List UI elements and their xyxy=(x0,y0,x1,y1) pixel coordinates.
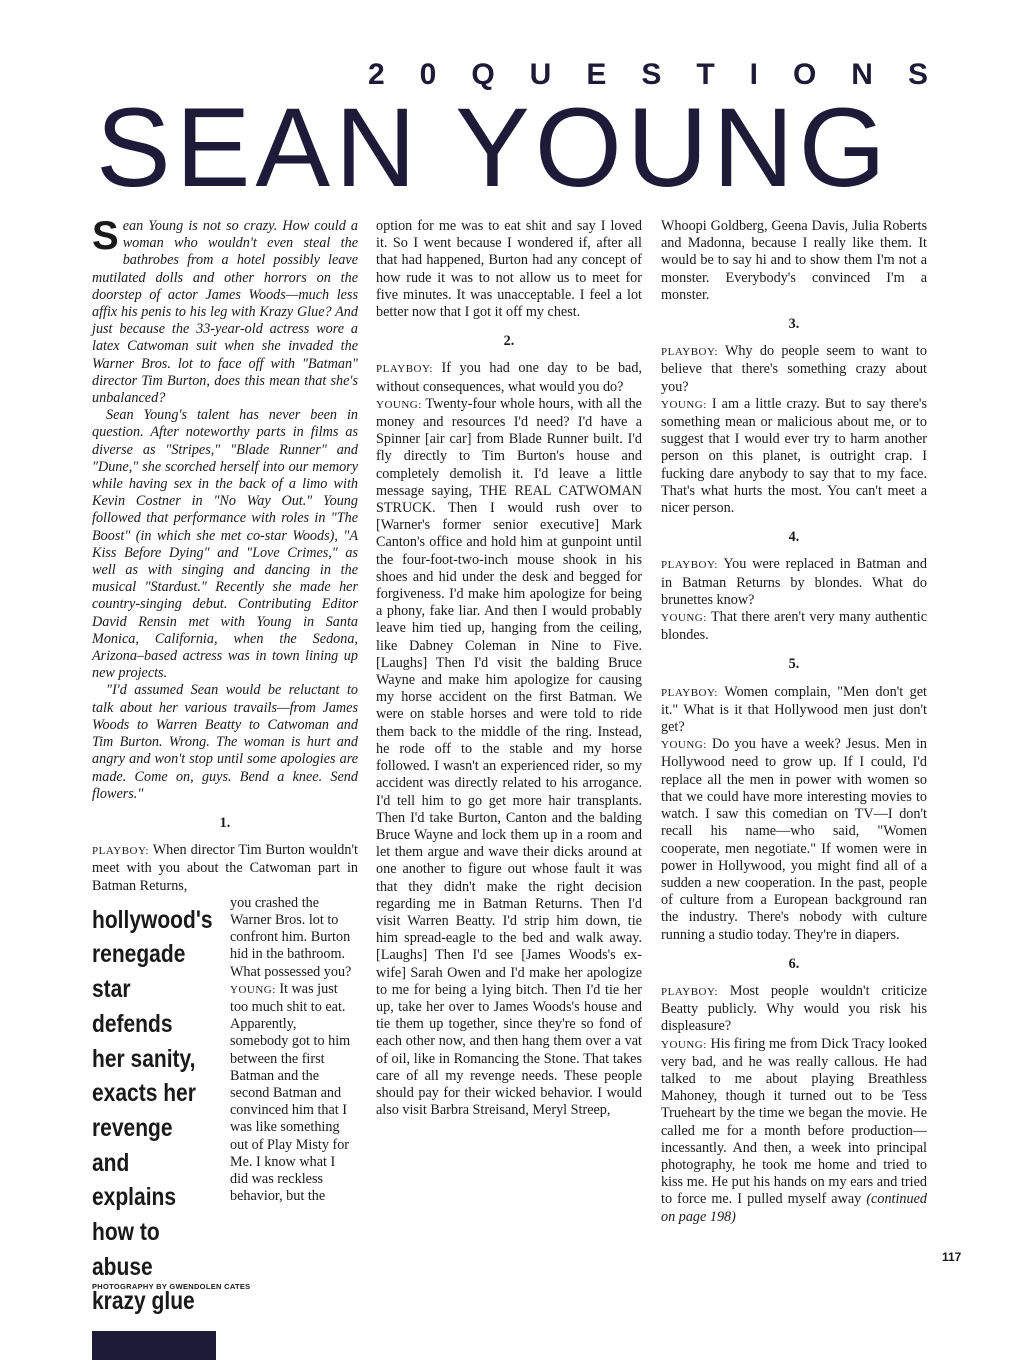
answer-2-cont: Whoopi Goldberg, Geena Davis, Julia Roberts and Madonna, because I really like them. It would be to say hi and to show them I'm not a monster. Everybody's convinced I'm a monster. xyxy=(661,218,927,303)
question-5: PLAYBOY: Women complain, "Men don't get it." What is it that Hollywood men just don't get? xyxy=(661,683,927,736)
photo-credit: PHOTOGRAPHY BY GWENDOLEN CATES xyxy=(92,1282,251,1291)
kicker-letter: U xyxy=(529,58,552,91)
answer-2: YOUNG: Twenty-four whole hours, with all the money and resources I'd need? I'd have a Spinner [air car] from Blade Runner built. I'd fly directly to Tim Burton's house and completely demolish it. I'd leave a little message saying, THE REAL CATWOMAN STRUCK. Then I would rush over to [Warner's former senior executive] Mark Canton's office and hold him at gunpoint until the four-foot-two-inch mouse shook in his shoes and hid under the desk and begged for forgiveness. I'd make him apologize for being a phony, fake liar. And then I would probably leave him tied up, hanging from the ceiling, like Dabney Coleman in Nine to Five. [Laughs] Then I'd visit the balding Bruce Wayne and make him apologize for causing my horse accident on the first Batman. We were on stable horses and were told to ride them back to the middle of the ring. Instead, he rode off to the stable and my horse followed. I wasn't an experienced rider, so my accident was directly related to his arrogance. I'd tell him to go get more hair transplants. Then I'd take Burton, Canton and the balding Bruce Wayne and lock them up in a room and let them argue and wave their dicks around at one another to figure out whose fault it was that they didn't make the right decision regarding me in Batman Returns. Then I'd visit Warren Beatty. I'd strip him down, tie him spread-eagle to the bed and walk away. [Laughs] Then I'd see [James Woods's ex-wife] Sarah Owen and I'd make her apologize to me for being a lying bitch. Then I'd tie her up, take her over to James Woods's house and tie them up together, since they're so fond of each other now, and then hang them over a vat of oil, like in Romancing the Stone. That takes care of all my revenge needs. These people should pay for their wicked behavior. I would also visit Barbra Streisand, Meryl Streep, xyxy=(376,395,642,1119)
kicker-letter: E xyxy=(586,58,607,91)
pullquote: hollywood's renegade star defends her sanity, exacts her revenge and explains how to abuse krazy glue xyxy=(92,905,213,1316)
question-number-2: 2. xyxy=(503,333,515,350)
kicker-letter: O xyxy=(792,58,817,91)
kicker-letter: T xyxy=(696,58,715,91)
question-4: PLAYBOY: You were replaced in Batman and in Batman Returns by blondes. What do brunettes know? xyxy=(661,556,927,608)
question-2: PLAYBOY: If you had one day to be bad, without consequences, what would you do? xyxy=(376,360,642,395)
kicker-letter: I xyxy=(749,58,758,91)
answer-5: YOUNG: Do you have a week? Jesus. Men in Hollywood need to grow up. If I could, I'd replace all the men in power with women so that we could have more interesting movies to watch. I saw this comedian on TV—I don't recall his name—who said, "Women cooperate, men negotiate." If women were in power in Hollywood, you might find all of a sudden a new cooperation. In the past, people of culture from a European background ran the industry. There's nobody with culture running a studio today. They're in diapers. xyxy=(661,736,927,943)
intro-paragraph-3: "I'd assumed Sean would be reluctant to talk about her various travails—from James Woods to Warren Beatty to Catwoman and Tim Burton. Wrong. The woman is hurt and angry and won't stop until some apologies are made. Come on, guys. Bend a knee. Send flowers." xyxy=(92,682,358,802)
answer-3: YOUNG: I am a little crazy. But to say there's something mean or malicious about me, or to suggest that I would ever try to harm another person on this planet, is outright crap. I fucking dare anybody to say that to my face. That's what hurts the most. You can't meet a nicer person. xyxy=(661,395,928,517)
column-1 xyxy=(92,214,358,1360)
kicker-letter: S xyxy=(641,58,662,91)
page-title: SEAN YOUNG xyxy=(96,85,891,210)
answer-6: YOUNG: His firing me from Dick Tracy looked very bad, and he was really callous. He had talked to me about playing Breathless Mahoney, though it turned out to be Tess Trueheart by the time we began the movie. He called me for a month before production—incessantly. And then, a week into principal photography, he took me home and tried to kiss me. He put his hands on my ears and tried to force me. I pulled myself away (continued on page 198) xyxy=(661,1035,928,1225)
drop-cap: S xyxy=(92,214,119,258)
speaker-young: YOUNG: xyxy=(230,983,276,996)
pullquote-bar xyxy=(92,1331,216,1360)
continued-note: (continued on page 198) xyxy=(661,1191,927,1225)
question-number-6: 6. xyxy=(788,955,800,972)
question-1-cont: you crashed the Warner Bros. lot to confront him. Burton hid in the bathroom. What possessed you? xyxy=(230,894,352,980)
question-3: PLAYBOY: Why do people seem to want to believe that there's something crazy about you? xyxy=(661,343,927,395)
intro-paragraph-1: Sean Young is not so crazy. How could a woman who wouldn't even steal the bathrobes from a hotel possibly leave mutilated dolls and other horrors on the doorstep of actor James Woods—much less affix his penis to his leg with Krazy Glue? And just because the 33-year-old actress wore a latex Catwoman suit when she invaded the Warner Bros. lot to face off with "Batman" director Tim Burton, does this mean that she's unbalanced? xyxy=(92,214,358,407)
page-number: 117 xyxy=(942,1250,962,1264)
kicker-letter: 2 xyxy=(368,58,385,91)
column-2 xyxy=(376,218,642,1119)
kicker-letter: Q xyxy=(471,58,495,91)
question-number-5: 5. xyxy=(788,656,800,673)
intro-paragraph-2: Sean Young's talent has never been in question. After noteworthy parts in films as diverse as "Stripes," "Blade Runner" and "Dune," she scorched herself into our memory while having sex in the back of a limo with Kevin Costner in "No Way Out." Young followed that performance with roles in "The Boost" (in which she met co-star Woods), "A Kiss Before Dying" and "Love Crimes," as well as with singing and dancing in the musical "Stardust." Recently she made her country-singing debut. Contributing Editor David Rensin met with Young in Santa Monica, California, when the Sedona, Arizona–based actress was in town lining up new projects. xyxy=(92,407,358,682)
answer-1: YOUNG: It was just too much shit to eat. Apparently, somebody got to him between the first Batman and the second Batman and convinced him that I was like something out of Play Misty for Me. I know what I did was reckless behavior, but the xyxy=(230,980,351,1205)
kicker-letter: 0 xyxy=(419,58,437,91)
question-number-1: 1. xyxy=(219,814,231,831)
speaker-playboy: PLAYBOY: xyxy=(92,845,149,858)
question-number-4: 4. xyxy=(788,529,800,546)
kicker-letter: N xyxy=(851,58,873,91)
answer-4: YOUNG: That there aren't very many authentic blondes. xyxy=(661,609,927,644)
column-3 xyxy=(661,218,927,1226)
kicker-letter: S xyxy=(907,58,928,91)
question-number-3: 3. xyxy=(788,316,800,333)
question-6: PLAYBOY: Most people wouldn't criticize Beatty publicly. Why would you risk his displeasure? xyxy=(661,982,928,1035)
question-1: PLAYBOY: When director Tim Burton wouldn't meet with you about the Catwoman part in Batman Returns, xyxy=(92,842,358,894)
answer-1-cont: option for me was to eat shit and say I loved it. So I went because I wondered if, after all that had happened, Burton had any concept of how rude it was to not allow us to meet for five minutes. It was unacceptable. I feel a lot better now that I got it off my chest. xyxy=(376,218,642,321)
